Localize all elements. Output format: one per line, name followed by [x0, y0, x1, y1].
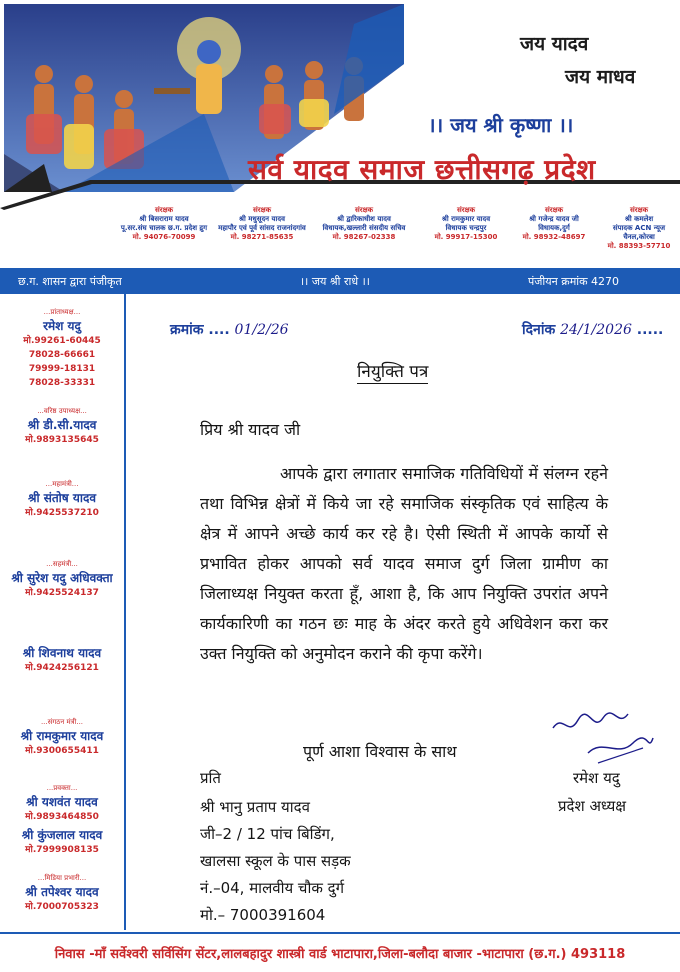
patron-block — [514, 206, 594, 242]
date-label: दिनांक — [522, 322, 556, 338]
organization-name: सर्व यादव समाज छत्तीसगढ़ प्रदेश — [248, 153, 596, 186]
patron-title: संपादक ACN न्यूज चैनल,कोरबा — [612, 224, 666, 241]
office-bearer-phone: मो.7000705323 — [25, 902, 99, 912]
patron-name: श्री कमलेश — [624, 215, 654, 223]
jai-shri-radhe-label: ।। जय श्री राधे ।। — [300, 275, 370, 288]
reference-label: क्रमांक — [170, 322, 204, 338]
govt-registered-label: छ.ग. शासन द्वारा पंजीकृत — [18, 275, 122, 288]
patron-name: श्री बिसराराम यादव — [139, 215, 189, 223]
reference-number: क्रमांक .... 01/2/26 — [170, 322, 289, 338]
patron-name: श्री द्वारिकाधीश यादव — [337, 215, 391, 223]
office-bearer-name: श्री डी.सी.यादव — [27, 418, 97, 432]
patron-phone: मो. 98932-48697 — [522, 233, 586, 241]
office-bearer-name: श्री कुंजलाल यादव — [21, 828, 103, 842]
recipient-address-line: श्री भानु प्रताप यादव — [200, 798, 310, 816]
office-bearer-phone: 78028-66661 — [28, 350, 96, 360]
patron-role: संरक्षक — [545, 206, 563, 214]
patron-role: संरक्षक — [253, 206, 271, 214]
office-bearer-phone: मो.9424256121 — [25, 663, 99, 673]
residence-footer — [0, 932, 680, 972]
office-bearer — [0, 560, 124, 600]
patron-title: विधायक,दुर्ग — [538, 224, 570, 232]
recipient-address-line: जी–2 / 12 पांच बिडिंग, — [200, 825, 335, 843]
slogan-jai-shri-krishna: ।। जय श्री कृष्णा ।। — [428, 113, 574, 137]
office-bearer — [0, 874, 124, 914]
patron-title: विधायक चन्द्रपुर — [445, 224, 487, 232]
signer-title: प्रदेश अध्यक्ष — [558, 797, 627, 815]
recipient-address-line: नं.–04, मालवीय चौक दुर्ग — [200, 879, 345, 897]
registration-number: पंजीयन क्रमांक 4270 — [528, 275, 620, 288]
office-bearer-name: श्री तपेश्वर यादव — [25, 885, 99, 899]
patron-name: श्री रामकुमार यादव — [441, 215, 491, 223]
office-bearer-name: श्री संतोष यादव — [27, 491, 97, 505]
patron-block — [118, 206, 210, 242]
closing-line: पूर्ण आशा विश्वास के साथ — [303, 742, 457, 761]
letter-title: नियुक्ति पत्र — [357, 359, 428, 384]
recipient-label: प्रति — [200, 769, 221, 787]
recipient-address-line: खालसा स्कूल के पास सड़क — [200, 852, 351, 870]
office-bearer-title: ...वरिष्ठ उपाध्यक्ष... — [37, 407, 87, 415]
office-bearer-phone: मो.7999908135 — [25, 845, 99, 855]
patron-block — [314, 206, 414, 242]
slogan-jai-madhav: जय माधव — [565, 66, 636, 88]
office-bearer-phone: मो.9893135645 — [25, 435, 99, 445]
office-bearer-name: श्री सुरेश यदु अधिवक्ता — [11, 571, 113, 585]
office-bearer-phone: मो.99261-60445 — [23, 336, 101, 346]
office-bearer-title: ...मिडिया प्रभारी... — [37, 874, 87, 882]
patron-phone: मो. 98271-85635 — [230, 233, 294, 241]
patrons-row — [118, 206, 678, 258]
patron-role: संरक्षक — [355, 206, 373, 214]
residence-address: निवास -माँ सर्वेश्वरी सर्विसिंग सेंटर,लालबहादुर शास्त्री वार्ड भाटापारा,जिला-बलौदा बाजार -भाटापारा (छ.ग.) 493118 — [54, 947, 626, 962]
office-bearer-phone: मो.9893464850 — [25, 812, 99, 822]
office-bearer-phone: 78028-33331 — [28, 378, 96, 388]
office-bearer — [0, 718, 124, 758]
patron-block — [426, 206, 506, 242]
patron-block — [600, 206, 678, 251]
patron-phone: मो. 94076-70099 — [132, 233, 196, 241]
letterhead-header — [0, 0, 680, 268]
letter-date: दिनांक 24/1/2026 ..... — [522, 322, 664, 338]
office-bearer-phone: मो.9300655411 — [25, 746, 99, 756]
office-bearer-phone: 79999-18131 — [28, 364, 96, 374]
office-bearer — [0, 826, 124, 857]
letter-body: आपके द्वारा लगातार समाजिक गतिविधियों में संलग्न रहने तथा विभिन्न क्षेत्रों में किये जा रहे समाजिक संस्कृतिक एवं साहित्य के क्षेत्र में आपने अच्छे कार्य कर रहे है। ऐसी स्थिती में आपके कार्यो से प्रभावित होकर आपको सर्व यादव समाज दुर्ग जिला ग्रामीण का जिलाध्यक्ष नियुक्त करता हूँ, आशा है, कि आप नियुक्ति उपरांत अपने कार्यकारिणी का गठन छः माह के अंदर करते हुये अधिवेशन करा कर उक्त नियुक्ति को अनुमोदन कराने की कृपा करेंगे। — [200, 464, 608, 663]
recipient-address-line: मो.– 7000391604 — [200, 906, 326, 924]
office-bearer — [0, 784, 124, 824]
patron-name: श्री मधुसूदन यादव — [239, 215, 285, 223]
patron-phone: मो. 98267-02338 — [332, 233, 396, 241]
office-bearer-phone: मो.9425524137 — [25, 588, 99, 598]
patron-title: महापौर एवं पूर्व सांसद राजनांदगांव — [218, 224, 306, 232]
patron-name: श्री गजेन्द्र यादव जी — [529, 215, 579, 223]
patron-block — [218, 206, 306, 242]
signer-name: रमेश यदु — [573, 769, 620, 787]
handwritten-signature — [548, 708, 658, 768]
slogan-jai-yadav: जय यादव — [520, 33, 589, 55]
office-bearer-phone: मो.9425537210 — [25, 508, 99, 518]
office-bearer — [0, 308, 124, 390]
patron-role: संरक्षक — [630, 206, 648, 214]
patron-role: संरक्षक — [457, 206, 475, 214]
office-bearer-name: श्री शिवनाथ यादव — [22, 646, 102, 660]
office-bearer — [0, 480, 124, 520]
office-bearer-name: श्री रामकुमार यादव — [20, 729, 104, 743]
patron-title: पू.सर.संघ चालक छ.ग. प्रदेश द्रुग — [120, 224, 208, 232]
patron-phone: मो. 99917-15300 — [434, 233, 498, 241]
office-bearer — [0, 407, 124, 447]
office-bearer-title: ...प्रवक्ता... — [46, 784, 78, 792]
office-bearer-title: ...महामंत्री... — [45, 480, 79, 488]
registration-bar — [0, 268, 680, 294]
patron-title: विधायक,खल्लारी संसदीय सचिव — [322, 224, 406, 232]
office-bearer — [0, 644, 124, 675]
patron-role: संरक्षक — [155, 206, 173, 214]
reference-value: 01/2/26 — [234, 322, 289, 338]
salutation: प्रिय श्री यादव जी — [200, 420, 301, 439]
date-value: 24/1/2026 — [560, 322, 632, 338]
office-bearer-name: श्री यशवंत यादव — [26, 795, 98, 809]
office-bearer-name: रमेश यदु — [43, 319, 81, 333]
office-bearer-title: ...संगठन मंत्री... — [40, 718, 84, 726]
patron-phone: मो. 88393-57710 — [607, 242, 671, 250]
office-bearer-title: ...प्रांताध्यक्ष... — [43, 308, 81, 316]
office-bearers-sidebar — [0, 294, 126, 930]
office-bearer-title: ...सहमंत्री... — [46, 560, 78, 568]
